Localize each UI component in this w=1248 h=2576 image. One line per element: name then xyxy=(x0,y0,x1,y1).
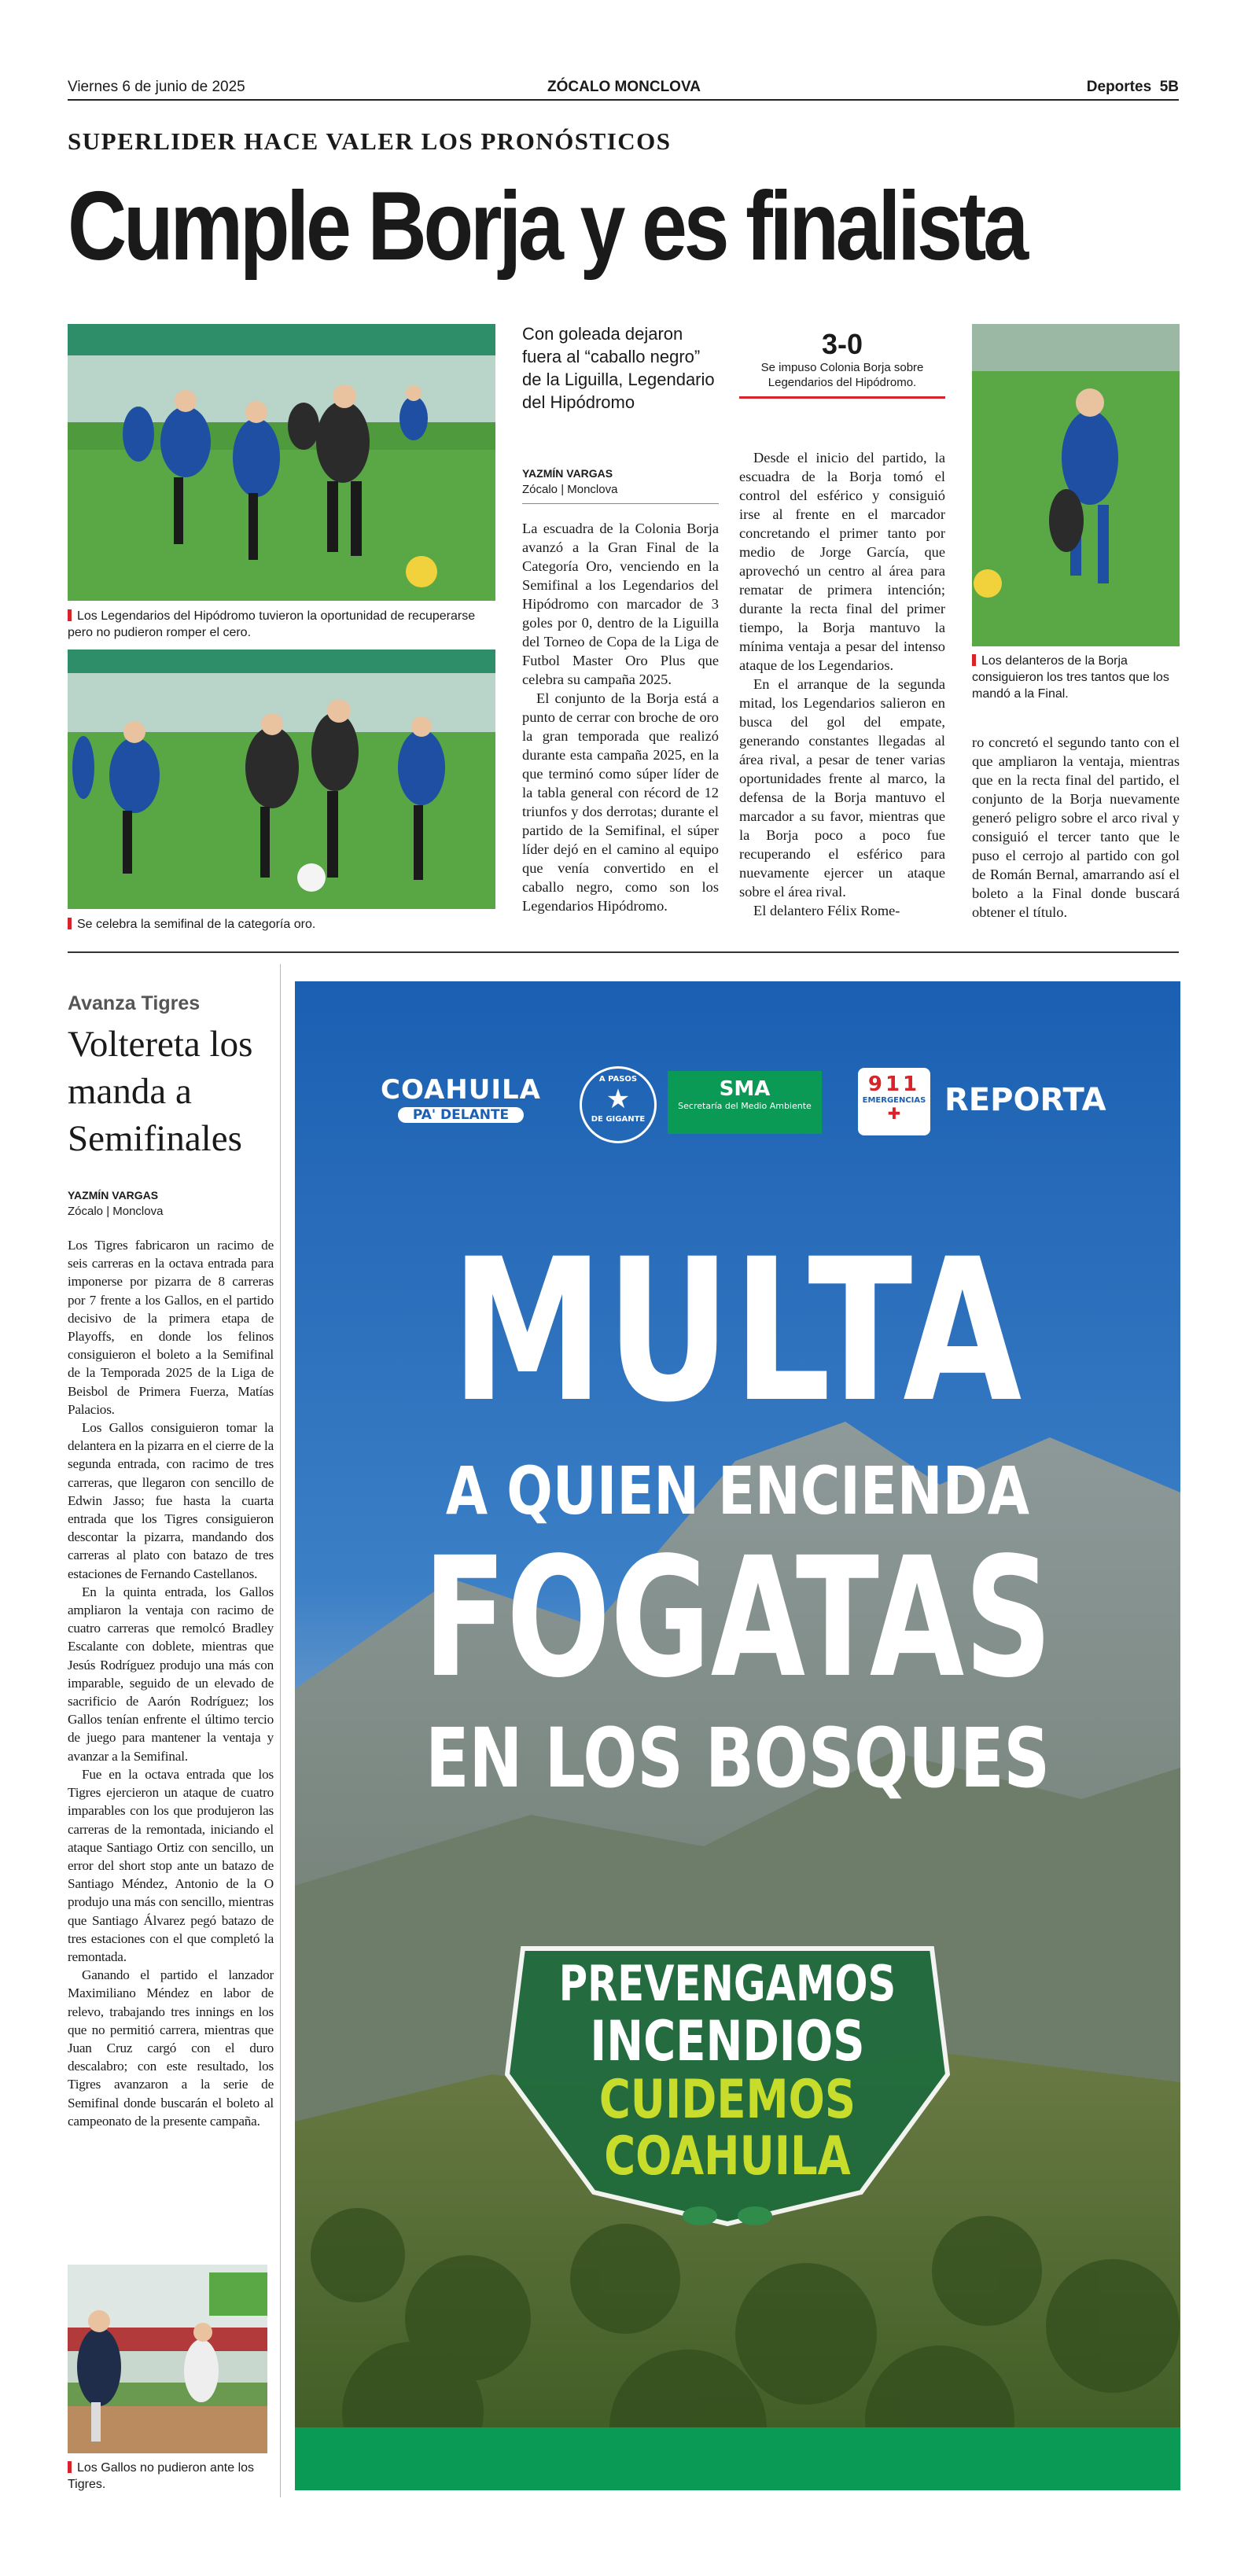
paragraph: En el arranque de la segunda mitad, los Legendarios salieron en busca del gol del empate, generando constantes llegadas al área rival, a pesar de tener varias oportunidades frente al marco, la defensa de la Borja mantuvo el marcador a su favor, mientras que la Borja poco a poco fue recuperando el esférico para nuevamente ejercer un ataque sobre el área rival. xyxy=(739,676,945,900)
column-rule xyxy=(280,964,281,2497)
byline-place: Zócalo | Monclova xyxy=(522,483,618,496)
ad-line-quien: A QUIEN ENCIENDA xyxy=(445,1452,1030,1529)
paragraph: La escuadra de la Colonia Borja avanzó a la Gran Final de la Categoría Oro, venciendo en la Semifinal a los Legendarios del Hipódromo con marcador de 3 goles por 0, dentro de la Liguilla del Torneo de Copa de la Liga de Futbol Master Oro Plus que celebra su campaña 2025. xyxy=(522,521,719,687)
fire-prevention-ad xyxy=(295,981,1180,2490)
byline-place: Zócalo | Monclova xyxy=(68,1205,164,1218)
sma-text: SMA xyxy=(719,1077,771,1101)
paragraph: En la quinta entrada, los Gallos ampliaron la ventaja con racimo de cuatro carreras que remolcó Bradley Escalante con doblete, mientras que Jesús Rodríguez produjo una más con imparable, seguido de un elevado de sacrificio de Aarón Rodríguez; los Gallos tenían enfrente el último tercio de juego para mantener la ventaja y avanzar a la Semifinal. xyxy=(68,1584,274,1764)
paragraph: Ganando el partido el lanzador Maximiliano Méndez en labor de relevo, trabajando tres innings en los que no permitió carrera, mientras que Juan Cruz cargó con el duro descalabro; con este resultado, los Tigres avanzaron a la serie de Semifinal donde buscarán el boleto al campeonato de la presente campaña. xyxy=(68,1967,274,2129)
main-byline xyxy=(522,466,719,498)
section-rule xyxy=(68,951,1179,953)
caption-3-text: Los delanteros de la Borja consiguieron los tres tantos que los mandó a la Final. xyxy=(972,654,1169,701)
cross-icon: ✚ xyxy=(887,1104,901,1123)
score-text: Se impuso Colonia Borja sobre Legendarios del Hipódromo. xyxy=(760,361,924,389)
caption-marker xyxy=(68,2461,72,2473)
main-deck: Con goleada dejaron fuera al “caballo negro” de la Liguilla, Legendario del Hipódromo xyxy=(522,324,715,412)
caption-marker xyxy=(972,654,976,666)
score-value: 3-0 xyxy=(821,328,863,360)
logo-coahuila-text: COAHUILA xyxy=(381,1074,541,1106)
caption-baseball xyxy=(68,2460,274,2493)
emergency-number: 911 xyxy=(867,1073,921,1096)
folio-paper: ZÓCALO MONCLOVA xyxy=(547,79,701,95)
prevention-badge xyxy=(491,1933,963,2239)
photo-soccer-2 xyxy=(68,650,495,909)
logo-padelante-text: PA' DELANTE xyxy=(398,1107,524,1123)
caption-photo-3 xyxy=(972,653,1180,702)
photo-baseball xyxy=(68,2265,267,2453)
caption-marker xyxy=(68,609,72,621)
ad-line-multa: MULTA xyxy=(451,1216,1025,1445)
second-body xyxy=(68,1236,274,2130)
byline-name: YAZMÍN VARGAS xyxy=(68,1189,159,1202)
ad-line-fogatas: FOGATAS xyxy=(422,1522,1053,1714)
reporta-text: REPORTA xyxy=(944,1082,1106,1118)
byline-name: YAZMÍN VARGAS xyxy=(522,467,613,480)
logo-sma xyxy=(668,1071,822,1134)
caption-baseball-text: Los Gallos no pudieron ante los Tigres. xyxy=(68,2461,255,2491)
score-box xyxy=(739,329,945,399)
ad-line-bosques: EN LOS BOSQUES xyxy=(425,1710,1050,1806)
photo-soccer-1 xyxy=(68,324,495,601)
paragraph: ro concretó el segundo tanto con el que ampliaron la ventaja, mientras que en la recta final del partido, el conjunto de la Borja nuevamente generó peligro sobre el arco rival y consiguió el tercer tanto que le puso el cerrojo al partido con gol de Román Bernal, amarrando así el boleto a la Final donde buscará obtener el título. xyxy=(972,734,1180,920)
paragraph: Desde el inicio del partido, la escuadra de la Borja tomó el control del esférico y consiguió irse al frente en el marcador concretando el primer tanto por medio de Jorge García, que aprovechó un centro al área para rematar de primera intención; durante la recta final del primer tiempo, la Borja mantuvo la mínima ventaja a pesar del intenso ataque de los Legendarios. xyxy=(739,450,945,673)
paragraph: El delantero Félix Rome- xyxy=(753,903,900,918)
paragraph: Los Gallos consiguieron tomar la delantera en la pizarra en el cierre de la segunda entrada, con racimo de tres carreras, que llegaron con sencillo de Edwin Jasso; fue hasta la cuarta entrada que los Tigres consiguieron descontar la pizarra, mandando dos carreras al plato con batazo de tres estaciones de Fernando Castellanos. xyxy=(68,1420,274,1581)
paragraph: Los Tigres fabricaron un racimo de seis carreras en la octava entrada para imponerse por pizarra de 8 carreras por 7 frente a los Gallos, en el partido decisivo de la primera etapa de Playoffs, en donde los felinos consiguieron el boleto a la Semifinal de la Temporada 2025 de la Liga de Beisbol de Primera Fuerza, Matías Palacios. xyxy=(68,1238,274,1417)
badge-line-2: INCENDIOS xyxy=(590,2009,865,2074)
emergency-label: EMERGENCIAS xyxy=(862,1096,926,1105)
logo-pasos-gigante xyxy=(580,1066,657,1143)
main-col-2 xyxy=(522,519,719,915)
photo-soccer-3 xyxy=(972,324,1180,646)
caption-1-text: Los Legendarios del Hipódromo tuvieron la oportunidad de recuperarse pero no pudieron romper el cero. xyxy=(68,609,476,639)
sma-sub: Secretaría del Medio Ambiente xyxy=(678,1101,812,1111)
pasos-bottom: DE GIGANTE xyxy=(591,1115,646,1124)
second-byline xyxy=(68,1187,274,1220)
second-kicker: Avanza Tigres xyxy=(68,992,201,1014)
badge-line-4: COAHUILA xyxy=(604,2125,851,2188)
folio-section xyxy=(1087,79,1179,96)
star-icon: ★ xyxy=(606,1084,631,1115)
score-rule xyxy=(739,396,945,399)
caption-photo-2 xyxy=(68,916,500,933)
page-number: 5B xyxy=(1159,79,1179,95)
caption-2-text: Se celebra la semifinal de la categoría oro. xyxy=(77,918,316,931)
paragraph: El conjunto de la Borja está a punto de cerrar con broche de oro la gran temporada que realizó durante esta campaña 2025, en la que terminó como súper líder de la tabla general con récord de 12 triunfos y dos derrotas; durante el partido de la Semifinal, el súper líder dejó en el camino al equipo que venía convertido en el caballo negro, como son los Legendarios Hipódromo. xyxy=(522,690,719,914)
main-kicker: SUPERLIDER HACE VALER LOS PRONÓSTICOS xyxy=(68,127,672,155)
byline-rule xyxy=(522,503,719,504)
main-headline: Cumple Borja y es finalista xyxy=(68,172,1025,281)
section-name: Deportes xyxy=(1086,79,1152,95)
second-headline: Voltereta los manda a Semifinales xyxy=(68,1024,253,1159)
logo-911 xyxy=(858,1068,930,1135)
pasos-top: A PASOS xyxy=(598,1075,638,1084)
logo-coahuila xyxy=(363,1074,559,1123)
folio-date: Viernes 6 de junio de 2025 xyxy=(68,79,245,95)
caption-photo-1 xyxy=(68,608,500,641)
paragraph: Fue en la octava entrada que los Tigres ejercieron un ataque de cuatro imparables con los que produjeron las carreras de la remontada, iniciando el ataque Santiago Ortiz con sencillo, un error del short stop ante un batazo de Santiago Méndez, Antonio de la O produjo una más con sencillo, mientras que Santiago Álvarez pegó batazo de tres estaciones con el que completó la remontada. xyxy=(68,1766,274,1964)
badge-line-1: PREVENGAMOS xyxy=(558,1955,896,2012)
main-col-4 xyxy=(972,733,1180,922)
folio-rule xyxy=(68,99,1179,101)
badge-line-3: CUIDEMOS xyxy=(598,2069,856,2131)
caption-marker xyxy=(68,918,72,929)
main-col-3 xyxy=(739,448,945,920)
